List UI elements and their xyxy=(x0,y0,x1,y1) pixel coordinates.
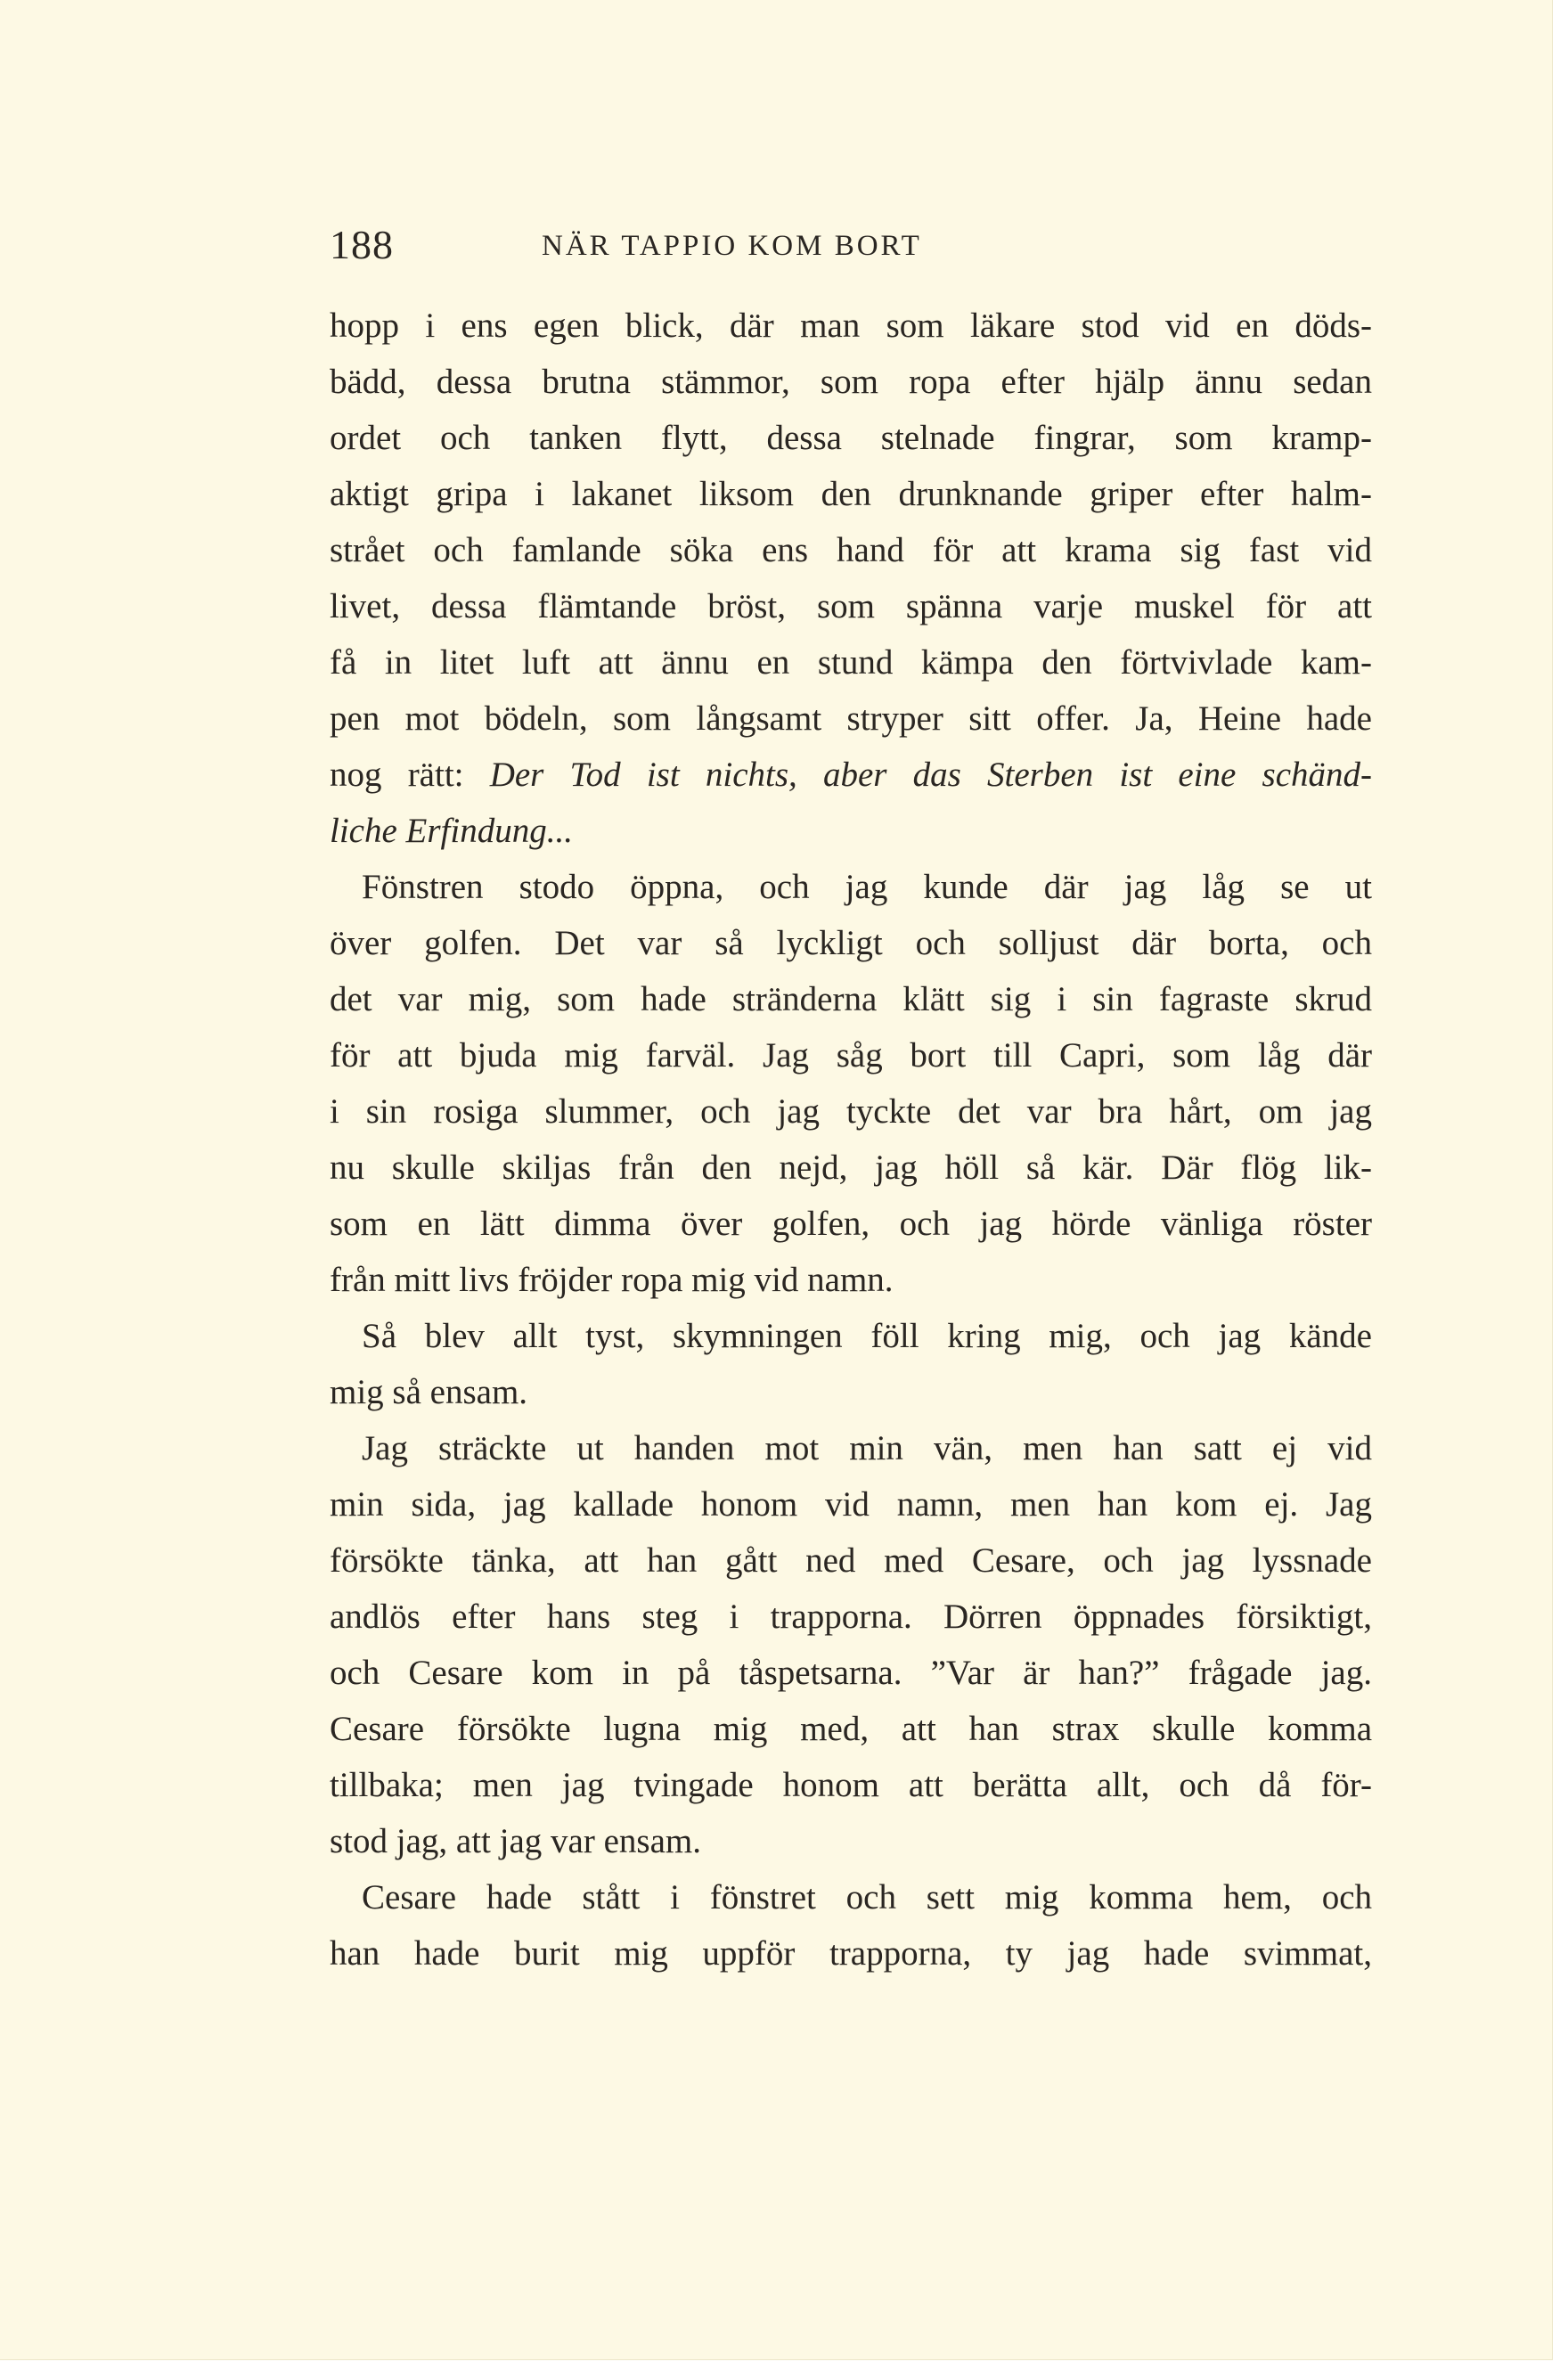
text-line: få in litet luft att ännu en stund kämpa den förtvivlade kam- xyxy=(330,643,1372,682)
text-roman: nog rätt: xyxy=(330,756,490,794)
text-line: Jag sträckte ut handen mot min vän, men han satt ej vid xyxy=(362,1429,1372,1467)
text-line: som en lätt dimma över golfen, och jag hörde vänliga röster xyxy=(330,1205,1372,1243)
text-line: bädd, dessa brutna stämmor, som ropa efter hjälp ännu sedan xyxy=(330,363,1372,401)
text-line: tillbaka; men jag tvingade honom att berätta allt, och då för- xyxy=(330,1766,1372,1804)
text-line: och Cesare kom in på tåspetsarna. ”Var är han?” frågade jag. xyxy=(330,1654,1372,1692)
text-line: över golfen. Det var så lyckligt och solljust där borta, och xyxy=(330,924,1372,962)
text-line: andlös efter hans steg i trapporna. Dörren öppnades försiktigt, xyxy=(330,1598,1372,1636)
quote-italic: Der Tod ist nichts, aber das Sterben ist eine schänd- xyxy=(489,756,1372,794)
body-text xyxy=(330,298,1372,1982)
text-line: hopp i ens egen blick, där man som läkare stod vid en döds- xyxy=(330,306,1372,345)
page-number: 188 xyxy=(330,222,394,267)
text-line: från mitt livs fröjder ropa mig vid namn. xyxy=(330,1261,894,1299)
text-line: Fönstren stodo öppna, och jag kunde där jag låg se ut xyxy=(362,868,1372,906)
quote-italic: liche Erfindung... xyxy=(330,812,573,850)
text-line: Så blev allt tyst, skymningen föll kring mig, och jag kände xyxy=(362,1317,1372,1355)
text-line: i sin rosiga slummer, och jag tyckte det var bra hårt, om jag xyxy=(330,1092,1372,1131)
text-line: pen mot bödeln, som långsamt stryper sitt offer. Ja, Heine hade xyxy=(330,699,1372,738)
text-line: Cesare försökte lugna mig med, att han strax skulle komma xyxy=(330,1710,1372,1748)
text-line: aktigt gripa i lakanet liksom den drunknande griper efter halm- xyxy=(330,475,1372,513)
text-line: nu skulle skiljas från den nejd, jag höll så kär. Där flög lik- xyxy=(330,1148,1372,1187)
text-line: försökte tänka, att han gått ned med Cesare, och jag lyssnade xyxy=(330,1541,1372,1580)
text-line: strået och famlande söka ens hand för att krama sig fast vid xyxy=(330,531,1372,569)
paragraph-1 xyxy=(330,298,1372,859)
paragraph-5 xyxy=(330,1869,1372,1982)
paragraph-2 xyxy=(330,859,1372,1308)
text-line-with-quote xyxy=(330,803,1372,859)
text-line: mig så ensam. xyxy=(330,1373,528,1411)
paragraph-3 xyxy=(330,1308,1372,1420)
page-header xyxy=(330,221,1372,274)
text-line: han hade burit mig uppför trapporna, ty jag hade svimmat, xyxy=(330,1934,1372,1973)
text-line: ordet och tanken flytt, dessa stelnade fingrar, som kramp- xyxy=(330,419,1372,457)
text-line: livet, dessa flämtande bröst, som spänna varje muskel för att xyxy=(330,587,1372,625)
text-line: stod jag, att jag var ensam. xyxy=(330,1822,701,1860)
text-line-with-quote xyxy=(330,747,1372,803)
text-line: Cesare hade stått i fönstret och sett mig komma hem, och xyxy=(362,1878,1372,1916)
running-title: NÄR TAPPIO KOM BORT xyxy=(542,230,922,262)
text-line: för att bjuda mig farväl. Jag såg bort till Capri, som låg där xyxy=(330,1036,1372,1075)
text-line: min sida, jag kallade honom vid namn, men han kom ej. Jag xyxy=(330,1485,1372,1524)
paragraph-4 xyxy=(330,1420,1372,1869)
text-line: det var mig, som hade stränderna klätt sig i sin fagraste skrud xyxy=(330,980,1372,1018)
